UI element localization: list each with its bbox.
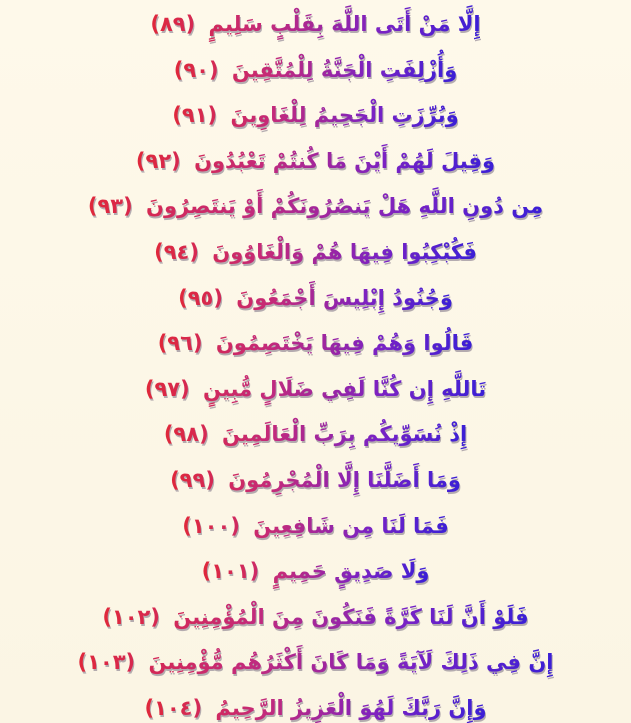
verse-line-text [102,595,528,641]
verse-line [0,458,631,504]
verse-number: (٩٥) [178,285,223,310]
verse-number: (٩٢) [135,148,181,173]
verse-number: (١٠٣) [77,650,136,675]
verse-number: (٨٩) [150,12,196,36]
verse-number: (٩٠) [173,57,219,82]
verse-line-text [172,93,458,139]
verse-list [0,2,631,723]
verse-line-text [174,48,458,94]
verse-text: وَإِنَّ رَبَّكَ لَهُوَ الْعَزِيزُ الرَّحِيمُ [215,695,487,720]
verse-text: وَبُرِّزَتِ الْجَحِيمُ لِلْغَاوِينَ [230,103,459,128]
verse-text: فَمَا لَنَا مِن شَافِعِينَ [253,513,449,538]
verse-number: (٩٤) [154,239,199,264]
verse-line-text [77,640,553,686]
verse-line-text [164,412,467,458]
verse-line-text [145,367,486,413]
verse-line [0,48,631,94]
verse-line-text [170,458,461,504]
verse-line [0,2,631,48]
verse-number: (١٠١) [201,559,260,584]
verse-text: وَقِيلَ لَهُمْ أَيْنَ مَا كُنتُمْ تَعْبُدُونَ [194,148,496,173]
verse-line [0,412,631,458]
verse-text: تَاللَّهِ إِن كُنَّا لَفِي ضَلَالٍ مُّبِينٍ [203,376,487,401]
verse-text: فَكُبْكِبُوا فِيهَا هُمْ وَالْغَاوُونَ [212,239,477,264]
verse-line [0,595,631,641]
verse-line [0,230,631,276]
verse-text: إِلَّا مَنْ أَتَى اللَّهَ بِقَلْبٍ سَلِيمٍ [208,12,481,36]
verse-text: وَجُنُودُ إِبْلِيسَ أَجْمَعُونَ [236,285,453,310]
verse-text: قَالُوا وَهُمْ فِيهَا يَخْتَصِمُونَ [215,331,474,356]
verse-text: وَمَا أَضَلَّنَا إِلَّا الْمُجْرِمُونَ [228,467,461,492]
verse-text: مِن دُونِ اللَّهِ هَلْ يَنصُرُونَكُمْ أَوْ يَنتَصِرُونَ [146,194,544,219]
verse-number: (١٠٢) [102,604,160,629]
verse-line [0,321,631,367]
verse-number: (٩١) [172,103,218,128]
verse-number: (٩٣) [87,194,133,219]
verse-text: وَأُزْلِفَتِ الْجَنَّةُ لِلْمُتَّقِينَ [231,57,458,82]
verse-line-text [202,549,430,595]
verse-line-text [150,2,480,48]
verse-line [0,549,631,595]
verse-number: (٩٧) [144,376,190,401]
verse-line-text [136,139,495,185]
verse-line [0,504,631,550]
verse-line [0,139,631,185]
verse-line-text [154,230,477,276]
verse-line-text [178,276,453,322]
verse-line-text [182,504,449,550]
verse-line-text [88,184,543,230]
verse-text: إِنَّ فِي ذَلِكَ لَآيَةً وَمَا كَانَ أَكْثَرُهُم مُّؤْمِنِينَ [148,650,554,675]
verse-number: (١٠٠) [182,513,240,538]
verse-line [0,640,631,686]
verse-line [0,184,631,230]
verse-number: (٩٨) [163,422,209,447]
verse-line [0,276,631,322]
verse-line-text [158,321,474,367]
verse-line [0,93,631,139]
verse-text: إِذْ نُسَوِّيكُم بِرَبِّ الْعَالَمِينَ [221,422,468,447]
verse-text: فَلَوْ أَنَّ لَنَا كَرَّةً فَنَكُونَ مِنَ الْمُؤْمِنِينَ [173,604,529,629]
verse-number: (٩٦) [157,331,203,356]
verse-number: (٩٩) [170,467,215,492]
verse-line [0,367,631,413]
verse-text: وَلَا صَدِيقٍ حَمِيمٍ [272,559,430,584]
verse-number: (١٠٤) [144,695,203,720]
verse-line [0,686,631,723]
verse-line-text [144,686,486,723]
